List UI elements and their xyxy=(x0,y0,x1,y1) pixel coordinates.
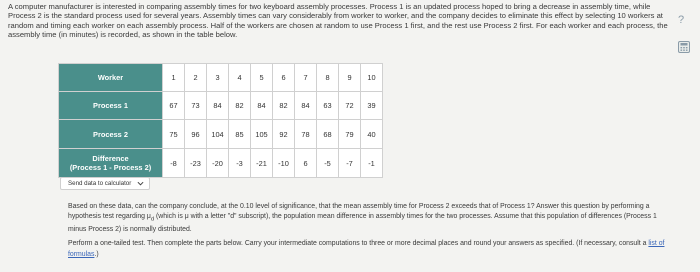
cell-process-1: 63 xyxy=(317,92,339,120)
cell-process-2: 79 xyxy=(339,120,361,149)
chevron-down-icon xyxy=(137,180,144,187)
table-row-worker xyxy=(59,64,383,92)
row-label-process-2: Process 2 xyxy=(59,120,163,149)
cell-worker: 4 xyxy=(229,64,251,92)
cell-process-1: 84 xyxy=(251,92,273,120)
list-of-formulas-link[interactable]: list of formulas xyxy=(68,240,665,258)
question-p2-text-b: .) xyxy=(94,250,99,258)
cell-process-2: 92 xyxy=(273,120,295,149)
cell-worker: 8 xyxy=(317,64,339,92)
mu-subscript: d xyxy=(150,216,155,223)
cell-difference: -23 xyxy=(185,149,207,178)
cell-process-1: 67 xyxy=(163,92,185,120)
send-data-label: Send data to calculator xyxy=(68,180,132,187)
cell-process-1: 84 xyxy=(295,92,317,120)
cell-process-2: 85 xyxy=(229,120,251,149)
cell-process-1: 82 xyxy=(229,92,251,120)
question-p1-text-a: Based on these data, can the company conclude, at the 0.10 level of significance, that the mean assembly time for Process 2 exceeds that of Process 1? Answer this question by performing a hypothesis test regarding μ xyxy=(68,203,650,221)
cell-process-1: 39 xyxy=(361,92,383,120)
question-text xyxy=(68,202,668,260)
cell-process-1: 82 xyxy=(273,92,295,120)
cell-process-1: 73 xyxy=(185,92,207,120)
table-row-process-2 xyxy=(59,120,383,149)
cell-difference: -10 xyxy=(273,149,295,178)
send-data-to-calculator-button[interactable] xyxy=(60,177,150,190)
cell-process-2: 75 xyxy=(163,120,185,149)
cell-process-2: 96 xyxy=(185,120,207,149)
cell-difference: -20 xyxy=(207,149,229,178)
calculator-icon[interactable] xyxy=(678,41,690,53)
cell-process-2: 105 xyxy=(251,120,273,149)
row-label-worker: Worker xyxy=(59,64,163,92)
difference-label-line-1: Difference xyxy=(92,154,129,163)
cell-worker: 2 xyxy=(185,64,207,92)
cell-worker: 9 xyxy=(339,64,361,92)
row-label-difference xyxy=(59,149,163,178)
intro-paragraph: A computer manufacturer is interested in comparing assembly times for two keyboard assembly processes. Process 1 is an updated process hoped to bring a decrease in assembly time, while Process 2 is the standard process used for several years. Assembly times can vary considerably from worker to worker, and the company decides to eliminate this effect by selecting 10 workers at random and timing each worker on each assembly process. Half of the workers are chosen at random to use Process 1 first, and the rest use Process 2 first. For each worker and each process, the assembly time (in minutes) is recorded, as shown in the table below. xyxy=(8,2,668,40)
cell-process-2: 78 xyxy=(295,120,317,149)
question-p1-text-b: (which is μ with a letter "d" subscript), the population mean difference in assembly times for the two processes. Assume that this population of differences (Process 1 minus Process 2) is normally distributed. xyxy=(68,213,657,233)
cell-worker: 7 xyxy=(295,64,317,92)
cell-process-2: 68 xyxy=(317,120,339,149)
cell-difference: -5 xyxy=(317,149,339,178)
table-row-difference xyxy=(59,149,383,178)
cell-process-1: 72 xyxy=(339,92,361,120)
cell-difference: -7 xyxy=(339,149,361,178)
cell-difference: -21 xyxy=(251,149,273,178)
cell-difference: -3 xyxy=(229,149,251,178)
row-label-process-1: Process 1 xyxy=(59,92,163,120)
question-paragraph-1 xyxy=(68,202,668,235)
cell-worker: 1 xyxy=(163,64,185,92)
question-p2-text-a: Perform a one-tailed test. Then complete the parts below. Carry your intermediate computations to three or more decimal places and round your answers as specified. (If necessary, consult a xyxy=(68,240,649,248)
help-icon[interactable]: ? xyxy=(678,14,685,26)
cell-difference: -8 xyxy=(163,149,185,178)
cell-process-2: 40 xyxy=(361,120,383,149)
cell-difference: -1 xyxy=(361,149,383,178)
difference-label-line-2: (Process 1 - Process 2) xyxy=(69,163,152,172)
cell-worker: 5 xyxy=(251,64,273,92)
cell-worker: 6 xyxy=(273,64,295,92)
cell-worker: 3 xyxy=(207,64,229,92)
assembly-times-table xyxy=(58,63,383,178)
table-row-process-1 xyxy=(59,92,383,120)
question-paragraph-2 xyxy=(68,239,668,260)
cell-worker: 10 xyxy=(361,64,383,92)
cell-difference: 6 xyxy=(295,149,317,178)
cell-process-2: 104 xyxy=(207,120,229,149)
cell-process-1: 84 xyxy=(207,92,229,120)
